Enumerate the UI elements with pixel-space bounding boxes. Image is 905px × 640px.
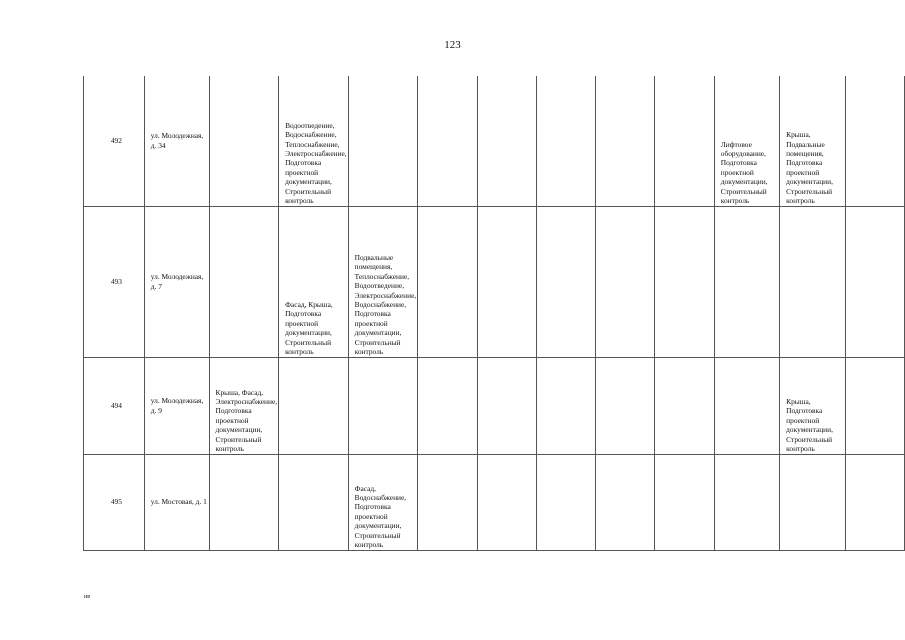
work-cell [780, 206, 845, 357]
address-cell: ул. Молодежная, д. 9 [144, 357, 209, 454]
work-cell [655, 76, 714, 206]
work-cell [279, 454, 349, 550]
work-cell [845, 357, 904, 454]
work-cell: Крыша, Подвальные помещения, Подготовка проектной документации, Строительный контроль [780, 76, 845, 206]
work-cell [714, 357, 779, 454]
work-cell [418, 454, 477, 550]
work-cell [477, 76, 536, 206]
work-cell [209, 76, 279, 206]
work-cell [348, 76, 418, 206]
repair-schedule-table [83, 76, 905, 551]
work-cell: Водоотведение, Водоснабжение, Теплоснабжение, Электроснабжение, Подготовка проектной документации, Строительный контроль [279, 76, 349, 206]
work-cell [209, 206, 279, 357]
work-cell [536, 206, 595, 357]
work-cell [418, 76, 477, 206]
table-row [84, 206, 905, 357]
work-cell [845, 206, 904, 357]
table-row [84, 76, 905, 206]
work-cell [780, 454, 845, 550]
work-cell: Фасад, Крыша, Подготовка проектной документации, Строительный контроль [279, 206, 349, 357]
work-cell [596, 454, 655, 550]
work-cell [596, 206, 655, 357]
row-number: 493 [84, 206, 145, 357]
work-cell [845, 454, 904, 550]
table-row [84, 454, 905, 550]
work-cell [477, 357, 536, 454]
address-cell: ул. Мостовая, д. 1 [144, 454, 209, 550]
work-cell [477, 206, 536, 357]
work-cell [536, 454, 595, 550]
work-cell [596, 357, 655, 454]
work-cell: Крыша, Фасад, Электроснабжение, Подготовка проектной документации, Строительный контроль [209, 357, 279, 454]
address-cell: ул. Молодежная, д. 7 [144, 206, 209, 357]
work-cell [418, 357, 477, 454]
work-cell: Фасад, Водоснабжение, Подготовка проектной документации, Строительный контроль [348, 454, 418, 550]
row-number: 495 [84, 454, 145, 550]
work-cell [279, 357, 349, 454]
table-row [84, 357, 905, 454]
footer-mark: нв [84, 594, 91, 600]
work-cell [209, 454, 279, 550]
work-cell [714, 206, 779, 357]
work-cell [477, 454, 536, 550]
work-cell [655, 206, 714, 357]
work-cell [845, 76, 904, 206]
row-number: 494 [84, 357, 145, 454]
work-cell [655, 454, 714, 550]
row-number: 492 [84, 76, 145, 206]
work-cell: Подвальные помещения, Теплоснабжение, Водоотведение, Электроснабжение, Водоснабжение, Подготовка проектной документации, Строительный контроль [348, 206, 418, 357]
page-number: 123 [444, 39, 461, 51]
work-cell [714, 454, 779, 550]
work-cell [418, 206, 477, 357]
address-cell: ул. Молодежная, д. 34 [144, 76, 209, 206]
work-cell [655, 357, 714, 454]
work-cell [536, 76, 595, 206]
work-cell [596, 76, 655, 206]
work-cell: Лифтовое оборудование, Подготовка проектной документации, Строительный контроль [714, 76, 779, 206]
work-cell [348, 357, 418, 454]
work-cell [536, 357, 595, 454]
work-cell: Крыша, Подготовка проектной документации, Строительный контроль [780, 357, 845, 454]
